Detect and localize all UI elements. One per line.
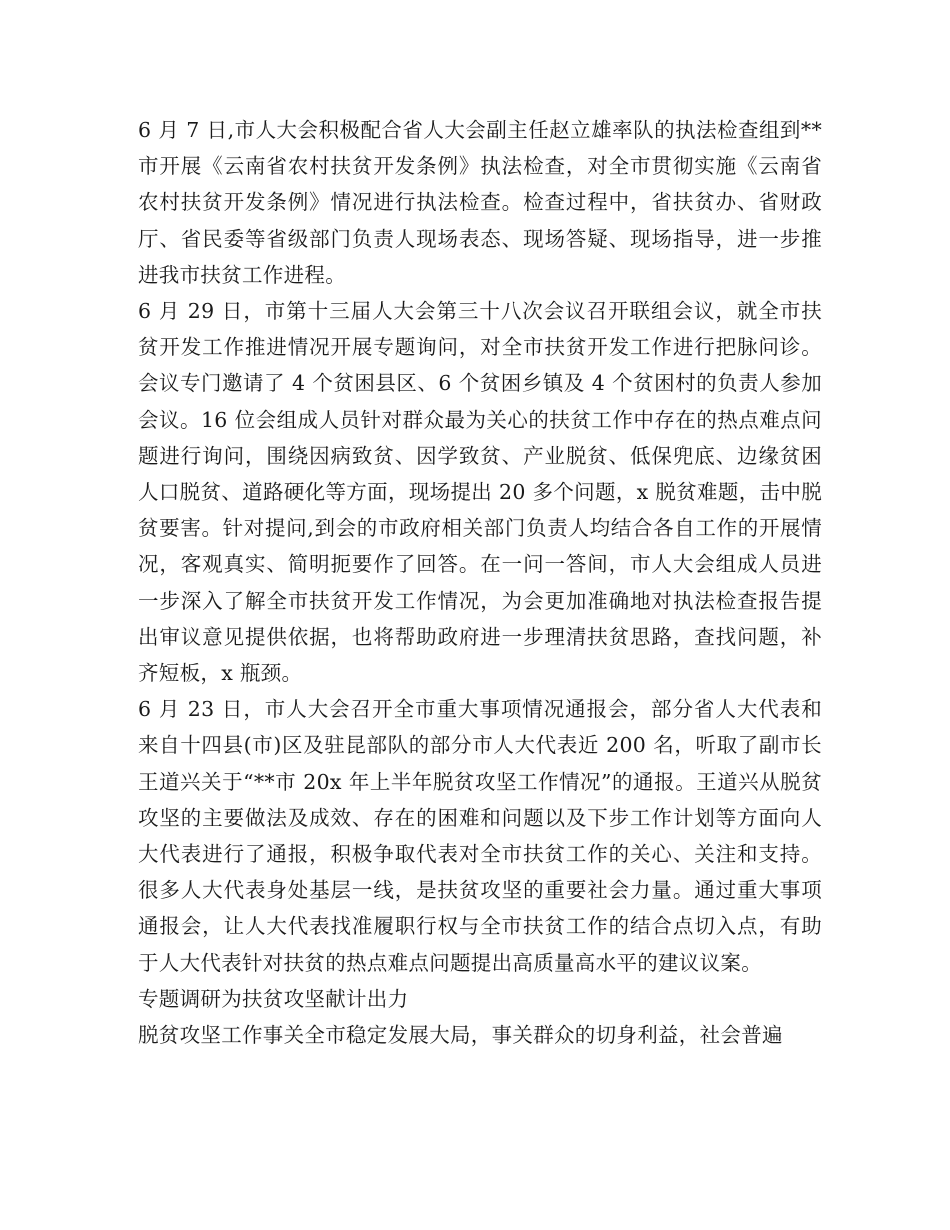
section-heading: 专题调研为扶贫攻坚献计出力 — [138, 986, 409, 1011]
paragraph-law-enforcement-inspection: 6 月 7 日,市人大会积极配合省人大会副主任赵立雄率队的执法检查组到**市开展《云南省农村扶贫开发条例》执法检查，对全市贯彻实施《云南省农村扶贫开发条例》情况进行执法检查。检查过程中，省扶贫办、省财政厅、省民委等省级部门负责人现场表态、现场答疑、现场指导，进一步推进我市扶贫工作进程。 — [138, 118, 822, 287]
document-body — [138, 112, 822, 1053]
paragraph-briefing-meeting: 6 月 23 日，市人大会召开全市重大事项情况通报会，部分省人大代表和来自十四县(市)区及驻昆部队的部分市人大代表近 200 名，听取了副市长王道兴关于“**市 20x 年上半年脱贫攻坚工作情况”的通报。王道兴从脱贫攻坚的主要做法及成效、存在的困难和问题以及下步工作计划等方面向人大代表进行了通报，积极争取代表对全市扶贫工作的关心、关注和支持。很多人大代表身处基层一线，是扶贫攻坚的重要社会力量。通过重大事项通报会，让人大代表找准履职行权与全市扶贫工作的结合点切入点，有助于人大代表针对扶贫的热点难点问题提出高质量高水平的建议议案。 — [138, 697, 822, 975]
paragraph-joint-meeting-inquiry: 6 月 29 日，市第十三届人大会第三十八次会议召开联组会议，就全市扶贫开发工作推进情况开展专题询问，对全市扶贫开发工作进行把脉问诊。会议专门邀请了 4 个贫困县区、6 个贫困乡镇及 4 个贫困村的负责人参加会议。16 位会组成人员针对群众最为关心的扶贫工作中存在的热点难点问题进行询问，围绕因病致贫、因学致贫、产业脱贫、低保兜底、边缘贫困人口脱贫、道路硬化等方面，现场提出 20 多个问题，x 脱贫难题，击中脱贫要害。针对提问,到会的市政府相关部门负责人均结合各自工作的开展情况，客观真实、简明扼要作了回答。在一问一答间，市人大会组成人员进一步深入了解全市扶贫开发工作情况，为会更加准确地对执法检查报告提出审议意见提供依据，也将帮助政府进一步理清扶贫思路，查找问题，补齐短板，x 瓶颈。 — [138, 299, 822, 686]
paragraph-final: 脱贫攻坚工作事关全市稳定发展大局，事关群众的切身利益，社会普遍 — [138, 1023, 783, 1048]
